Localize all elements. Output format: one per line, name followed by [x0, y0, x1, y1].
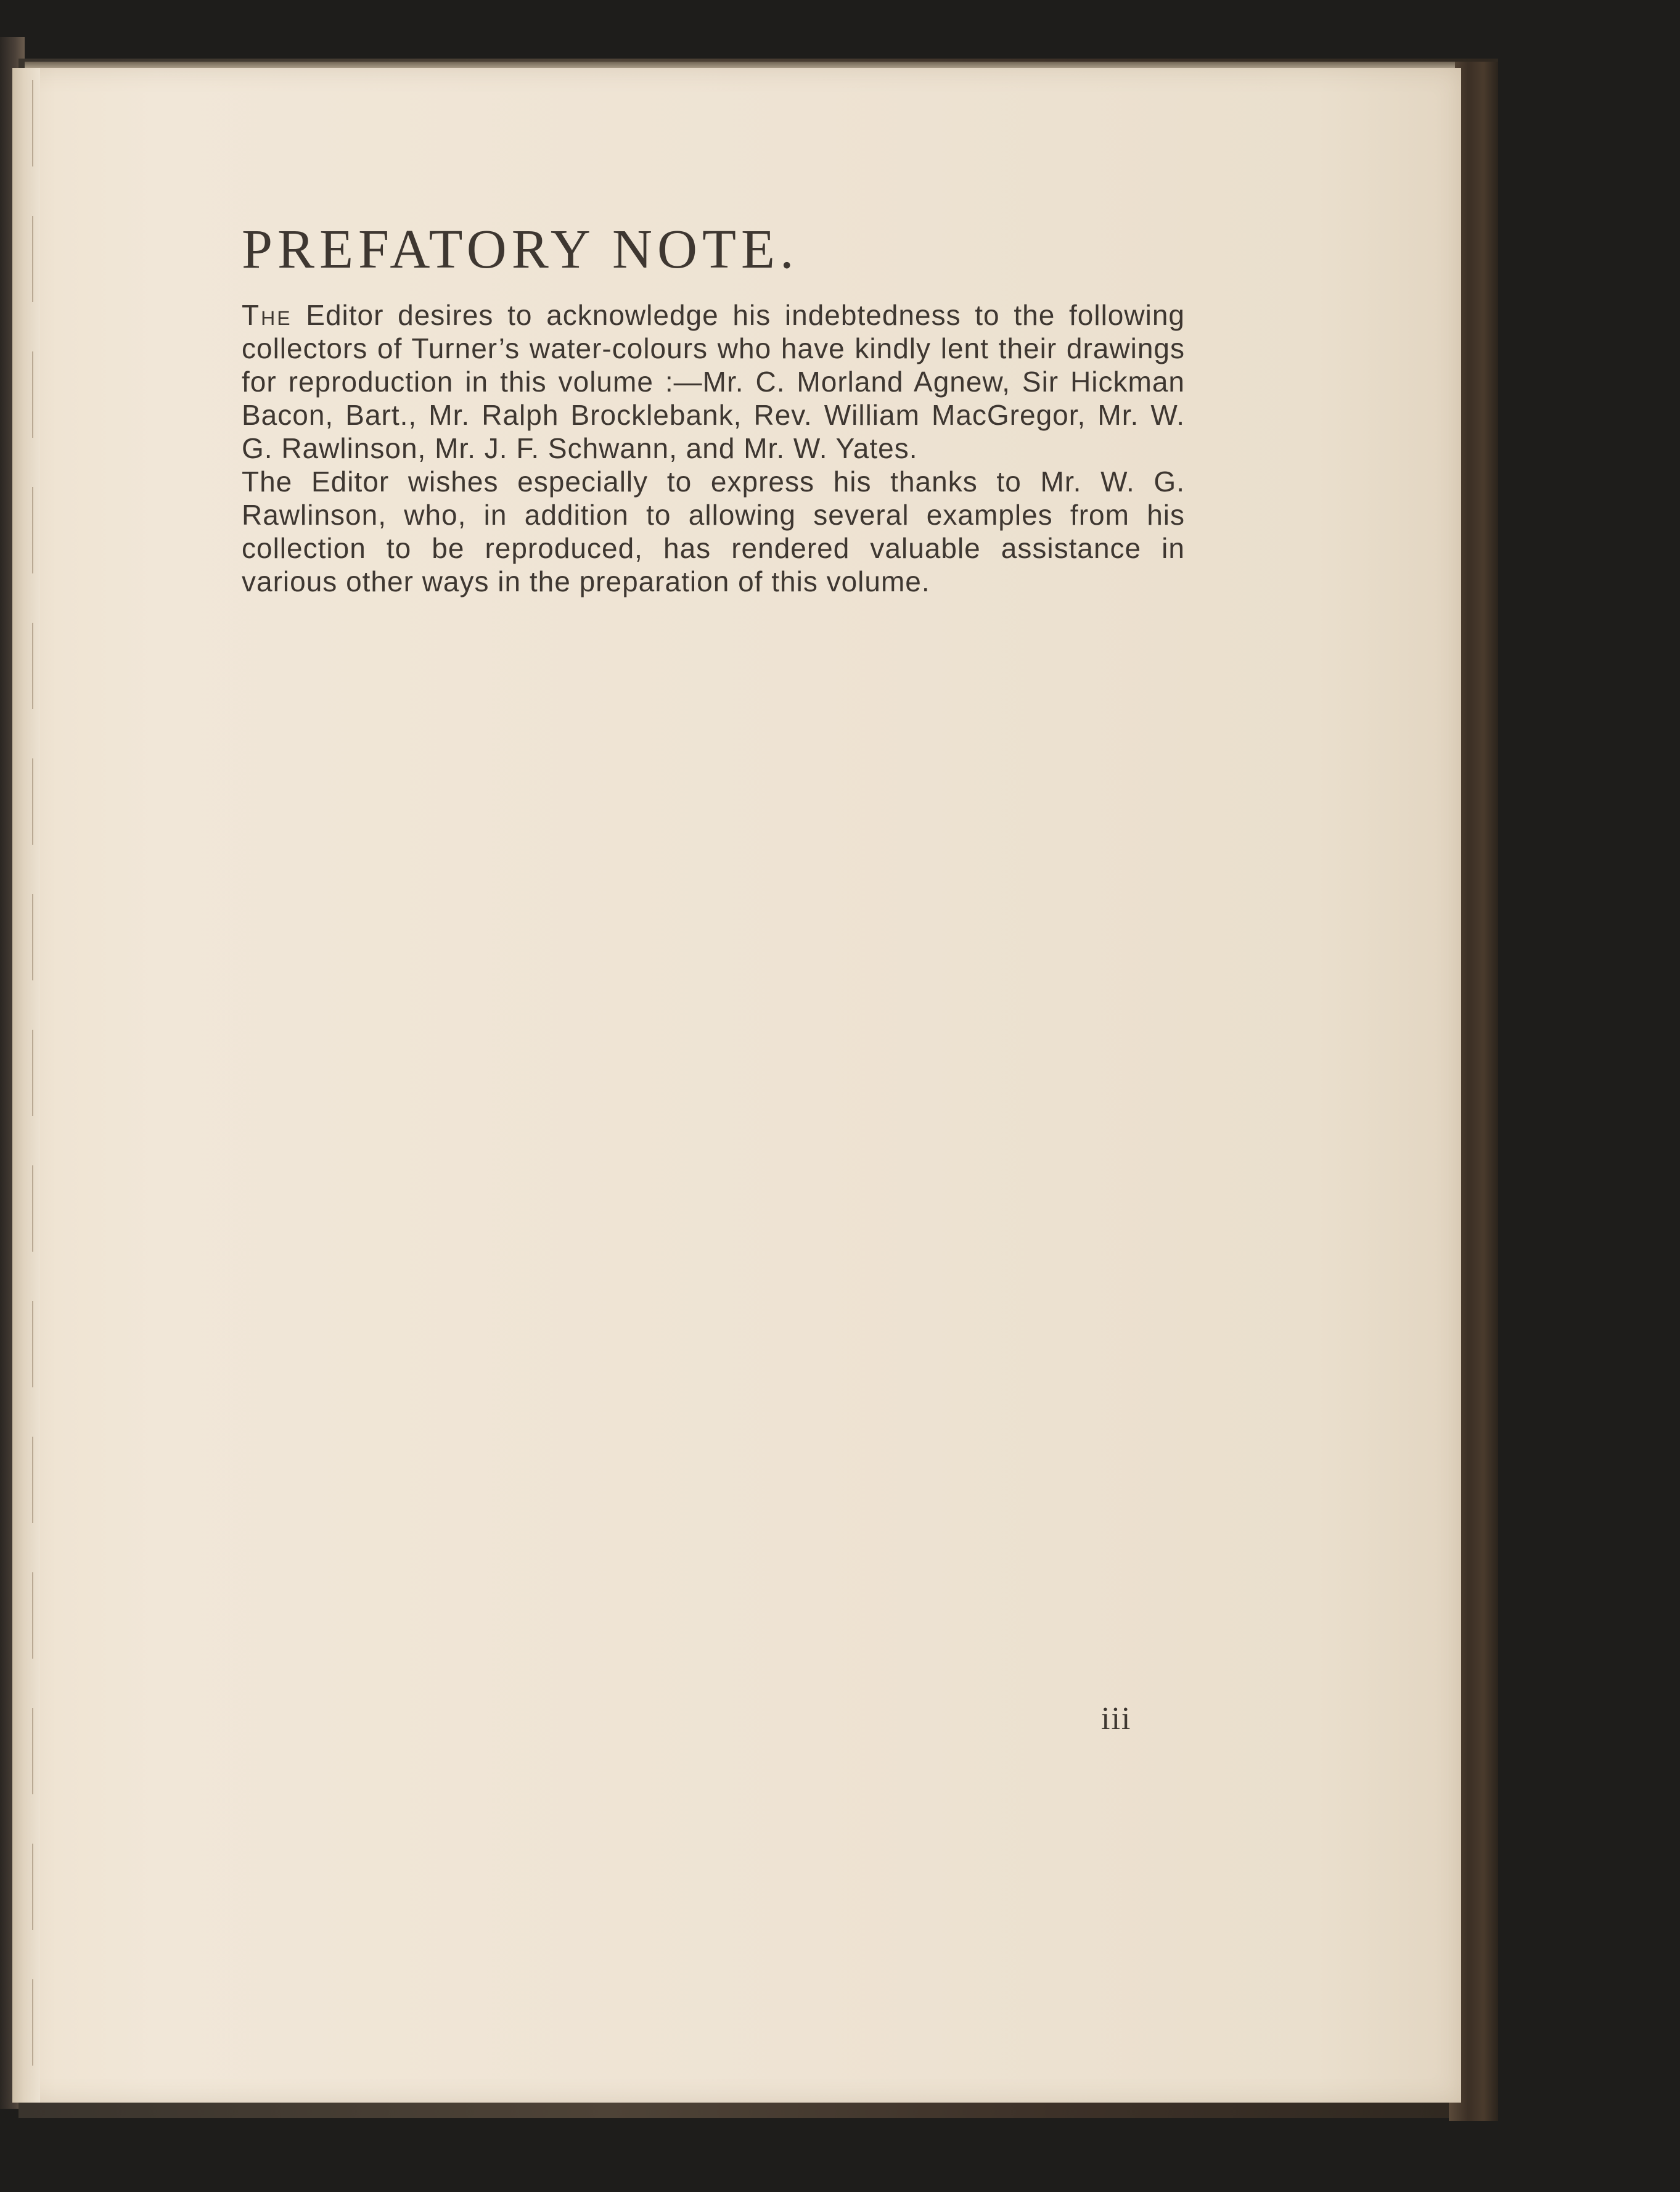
binding-stitch-line: [32, 80, 33, 2090]
paragraph-text: Editor desires to acknowledge his indebtedness to the following collectors of Turner’s water-colours who have kindly lent their drawings for reproduction in this volume :—Mr. C. Morland Agnew, Sir Hickman Bacon, Bart., Mr. Ralph Brocklebank, Rev. William MacGregor, Mr. W. G. Rawlinson, Mr. J. F. Schwann, and Mr. W. Yates.: [242, 299, 1185, 464]
page-gutter: [12, 68, 40, 2103]
thanks-paragraph: The Editor wishes especially to express his thanks to Mr. W. G. Rawlinson, who, in addition to allowing several examples from his collection to be reproduced, has rendered valuable assistance in various other ways in the preparation of this volume.: [242, 466, 1185, 597]
acknowledgement-paragraph: [242, 298, 1185, 465]
page-title: PREFATORY NOTE.: [242, 219, 799, 280]
paragraph-lead-word: The: [242, 299, 292, 331]
page-number: iii: [1101, 1701, 1132, 1736]
prefatory-note: [242, 219, 1185, 598]
